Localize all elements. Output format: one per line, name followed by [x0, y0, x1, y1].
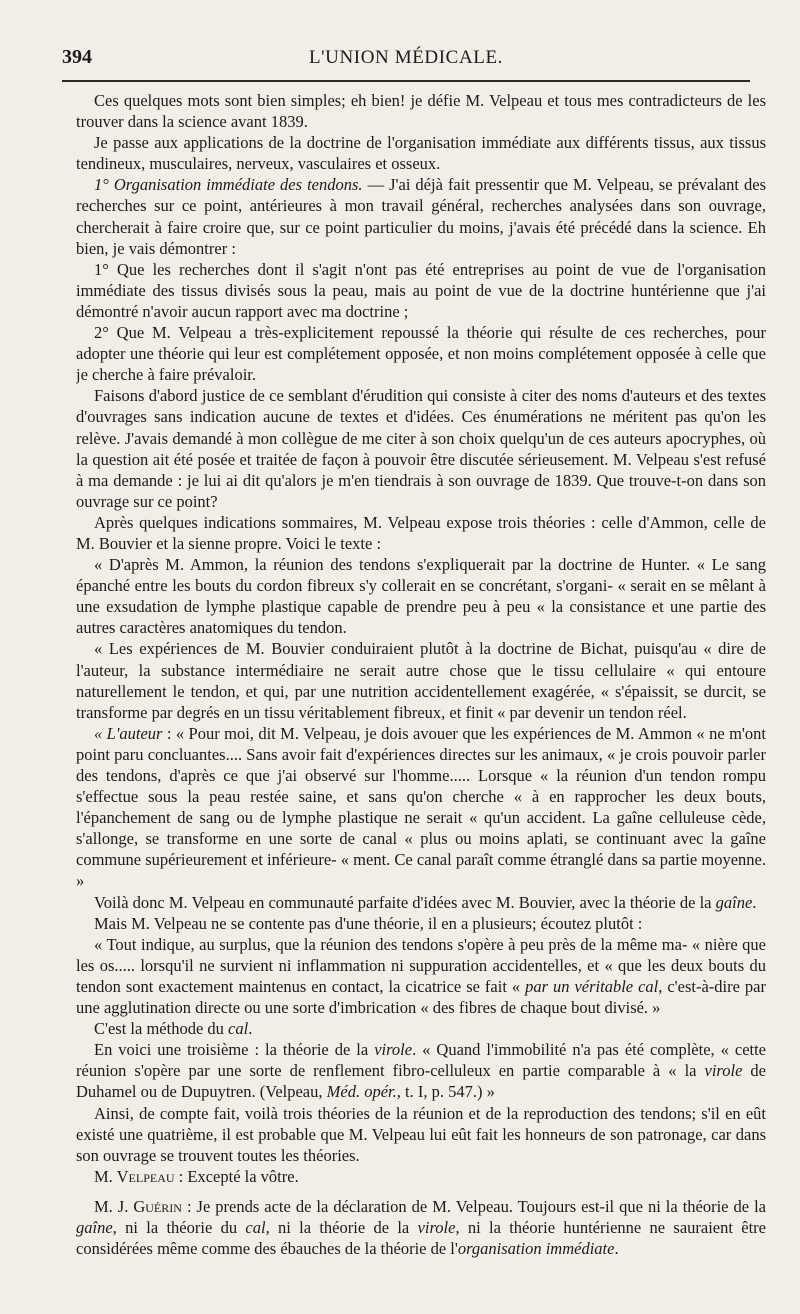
paragraph-text: , t. I, p. 547.) »	[396, 1082, 495, 1102]
emphasis: gaîne	[76, 1217, 113, 1237]
emphasis: virole	[417, 1217, 456, 1237]
speaker-line	[76, 1196, 766, 1259]
emphasis: organisation immédiate	[457, 1239, 615, 1259]
paragraph: Ces quelques mots sont bien simples; eh bien! je défie M. Velpeau et tous mes contradicteurs de les trouver dans la science avant 1839.	[76, 91, 766, 132]
quotation	[76, 934, 766, 1018]
emphasis: cal	[245, 1217, 266, 1237]
speaker-text: : Je prends acte de la déclaration de M. Velpeau. Toujours est-il que ni la théorie de la	[181, 1196, 766, 1216]
speaker-text: , ni la théorie de la	[265, 1217, 418, 1237]
emphasis: cal	[228, 1019, 249, 1039]
page-number: 394	[62, 46, 92, 68]
paragraph-text: . « Quand l'immobilité n'a pas été complète, « cette réunion s'opère par une sorte de renflement fibro-celluleux en partie comparable à « la	[76, 1040, 766, 1081]
speaker-text: , ni la théorie du	[112, 1217, 246, 1237]
paragraph	[76, 892, 766, 913]
running-title: L'UNION MÉDICALE.	[308, 47, 504, 68]
emphasis: par un véritable cal	[525, 976, 659, 996]
quotation: « D'après M. Ammon, la réunion des tendons s'expliquerait par la doctrine de Hunter. « Le sang épanché entre les bouts du cordon fibreux s'y collerait en se concrétant, s'organi- « serait en se mêlant à une exsudation de lymphe plastique capable de prendre peu à peu « la consistance et une partie des autres caractères anatomiques du tendon.	[76, 555, 766, 638]
paragraph	[76, 1018, 766, 1039]
page-header	[62, 46, 750, 74]
speaker-text: .	[614, 1239, 619, 1259]
paragraph-text: C'est la méthode du	[94, 1019, 229, 1039]
quotation-text: « Tout indique, au surplus, que la réunion des tendons s'opère à peu près de la même ma- « nière que les os..... lorsqu'il ne survient ni inflammation ni suppuration accidentelles, et « que les deux bouts du tendon sont exactement maintenus en contact, la cicatrice se fait «	[76, 934, 766, 996]
speaker-name: M. J. Guérin	[94, 1196, 182, 1216]
paragraph-text: .	[248, 1019, 253, 1039]
paragraph	[76, 174, 766, 258]
quotation-text: : « Pour moi, dit M. Velpeau, je dois avouer que les expériences de M. Ammon « ne m'ont point paru concluantes.... Sans avoir fait d'expériences directes sur les animaux, « je crois pouvoir parler des tendons, d'après ce que j'ai observé sur l'homme..... Lorsque « la réunion d'un tendon rompu s'effectue sous la peau restée saine, et sans qu'on cherche « à en rapprocher les deux bouts, l'épanchement de sang ou de lymphe plastique ne serait « qu'un accident. La gaîne celluleuse cède, s'allonge, se transforme en une sorte de canal « plus ou moins aplati, se continuant avec la gaîne commune supérieurement et inférieure- « ment. Ce canal paraît comme étranglé dans sa partie moyenne. »	[76, 723, 766, 891]
paragraph	[76, 1039, 766, 1102]
speaker-text: : Excepté la vôtre.	[174, 1166, 299, 1186]
emphasis: gaîne	[715, 892, 753, 912]
paragraph: 2° Que M. Velpeau a très-explicitement repoussé la théorie qui résulte de ces recherches, pour adopter une théorie qui leur est complétement opposée, et non moins complétement opposée à celle que je cherche à faire prévaloir.	[76, 323, 766, 385]
paragraph-text: — J'ai déjà fait pressentir que M. Velpeau, se prévalant des recherches sur ce point, antérieures à mon travail général, recherches analysées dans son ouvrage, chercherait à faire croire que, sur ce point particulier du moins, j'avais été précédé dans la science. Eh bien, je vais démontrer :	[76, 175, 766, 258]
speaker-line	[76, 1166, 766, 1187]
paragraph: 1° Que les recherches dont il s'agit n'ont pas été entreprises au point de vue de l'organisation immédiate des tissus divisés sous la peau, mais au point de vue de la doctrine huntérienne que j'ai démontré n'avoir aucun rapport avec ma doctrine ;	[76, 259, 766, 321]
paragraph: Ainsi, de compte fait, voilà trois théories de la réunion et de la reproduction des tendons; s'il en eût existé une quatrième, il est probable que M. Velpeau lui eût fait les honneurs de son patronage, car dans son ouvrage se trouvent toutes les théories.	[76, 1103, 766, 1165]
emphasis: virole	[704, 1061, 743, 1081]
paragraph: Faisons d'abord justice de ce semblant d'érudition qui consiste à citer des noms d'auteurs et des textes d'ouvrages sans indication aucune de textes et d'idées. Ces énumérations ne méritent pas qu'on les relève. J'avais demandé à mon collègue de me citer à son choix quelqu'un de ces auteurs apocryphes, où la question ait été posée et traitée de façon à pouvoir être discutée sérieusement. M. Velpeau s'est refusé à ma demande : je lui ai dit qu'alors je m'en tiendrais à son ouvrage de 1839. Que trouve-t-on dans son ouvrage sur ce point?	[76, 386, 766, 511]
paragraph-text: Voilà donc M. Velpeau en communauté parfaite d'idées avec M. Bouvier, avec la théorie de la	[94, 892, 716, 912]
section-heading: 1° Organisation immédiate des tendons.	[94, 175, 363, 195]
paragraph-text: En voici une troisième : la théorie de la	[94, 1040, 375, 1060]
paragraph: Je passe aux applications de la doctrine de l'organisation immédiate aux différents tissus, aux tissus tendineux, musculaires, nerveux, vasculaires et osseux.	[76, 133, 766, 174]
paragraph-text: de Duhamel ou de Dupuytren. (Velpeau,	[76, 1061, 766, 1102]
emphasis: virole	[374, 1040, 413, 1060]
speaker-name: M. Velpeau	[94, 1166, 175, 1186]
quotation: « Les expériences de M. Bouvier conduiraient plutôt à la doctrine de Bichat, puisqu'au « dire de l'auteur, la substance intermédiaire ne serait autre chose que le tissu cellulaire « qui entoure naturellement le tendon, et qui, par une nutrition accidentellement exagérée, « s'épaissit, se durcit, se transforme par degrés en un tissu véritablement fibreux, et finit « par devenir un tendon réel.	[76, 639, 766, 722]
emphasis: Méd. opér.	[326, 1082, 397, 1102]
quotation-label: « L'auteur	[94, 723, 163, 743]
article-body	[76, 90, 766, 1290]
quotation-text: , c'est-à-dire par une agglutination directe ou une sorte d'imbrication « des fibres de chaque bout divisé. »	[76, 976, 766, 1018]
paragraph-text: .	[752, 892, 757, 912]
paragraph: Après quelques indications sommaires, M. Velpeau expose trois théories : celle d'Ammon, celle de M. Bouvier et la sienne propre. Voici le texte :	[76, 512, 766, 553]
quotation	[76, 723, 766, 892]
speaker-text: , ni la théorie huntérienne ne sauraient être considérées même comme des ébauches de la théorie de l'	[76, 1217, 766, 1259]
header-rule	[62, 80, 750, 82]
paragraph: Mais M. Velpeau ne se contente pas d'une théorie, il en a plusieurs; écoutez plutôt :	[94, 913, 643, 933]
